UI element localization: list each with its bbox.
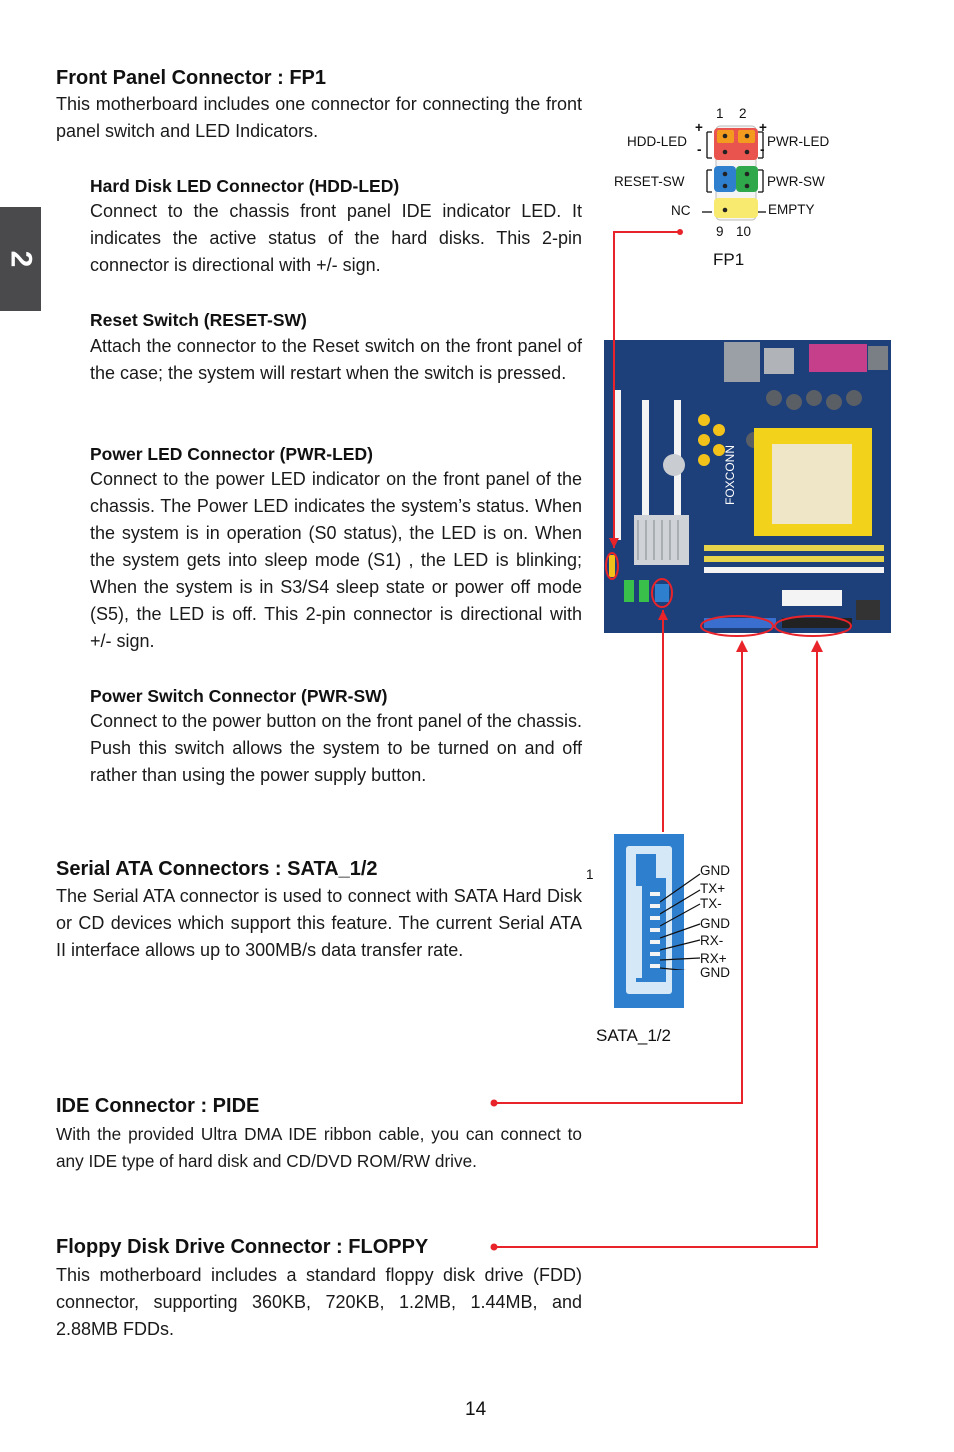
- sata-heading: Serial ATA Connectors : SATA_1/2: [56, 858, 378, 880]
- fp1-pin-2: 2: [739, 106, 747, 121]
- sata-pin-gnd-2: GND: [700, 916, 730, 931]
- fp1-heading: Front Panel Connector : FP1: [56, 67, 327, 89]
- fp1-pwrled-plus: +: [759, 120, 767, 135]
- pwr-led-body: Connect to the power LED indicator on the front panel of the chassis. The Power LED indicates the system’s status. When the system is in operation (S0 status), the LED is on. When the system gets into sleep mode (S1) , the LED is blinking; When the system is in S3/S4 sleep state or power off mode (S5), the LED is off. This 2-pin connector is directional with +/- sign.: [90, 469, 582, 651]
- fp1-empty-label: EMPTY: [768, 202, 815, 217]
- sata-pin-rx-plus: RX+: [700, 951, 727, 966]
- sata-pin-1-marker: 1: [586, 867, 594, 882]
- fp1-nc-label: NC: [671, 203, 691, 218]
- sata-pin-gnd-1: GND: [700, 863, 730, 878]
- fp1-pwrled-minus: -: [760, 142, 765, 157]
- floppy-body: This motherboard includes a standard floppy disk drive (FDD) connector, supporting 360KB, 720KB, 1.2MB, 1.44MB, and 2.88MB FDDs.: [56, 1265, 582, 1339]
- page-number: 14: [465, 1399, 487, 1420]
- board-brand: FOXCONN: [723, 445, 737, 505]
- pwr-sw-body: Connect to the power button on the front panel of the chassis. Push this switch allows the system to be turned on and off rather than using the power supply button.: [90, 711, 582, 785]
- hdd-led-body: Connect to the chassis front panel IDE indicator LED. It indicates the active status of the hard disks. This 2-pin connector is directional with +/- sign.: [90, 201, 582, 275]
- reset-sw-body: Attach the connector to the Reset switch on the front panel of the case; the system will restart when the switch is pressed.: [90, 336, 582, 383]
- fp1-pin-10: 10: [736, 224, 752, 239]
- sata-pin-rx-minus: RX-: [700, 933, 724, 948]
- reset-sw-heading: Reset Switch (RESET-SW): [90, 310, 307, 330]
- fp1-hdd-minus: -: [697, 142, 702, 157]
- pwr-sw-heading: Power Switch Connector (PWR-SW): [90, 686, 388, 706]
- sata-pin-gnd-3: GND: [700, 965, 730, 980]
- fp1-reset-sw-label: RESET-SW: [614, 174, 685, 189]
- pwr-led-heading: Power LED Connector (PWR-LED): [90, 444, 373, 464]
- chapter-number: 2: [4, 250, 38, 268]
- ide-body: With the provided Ultra DMA IDE ribbon cable, you can connect to any IDE type of hard disk and CD/DVD ROM/RW drive.: [56, 1124, 582, 1171]
- sata-body: The Serial ATA connector is used to connect with SATA Hard Disk or CD devices which support this feature. The current Serial ATA II interface allows up to 300MB/s data transfer rate.: [56, 886, 582, 960]
- fp1-pin-9: 9: [716, 224, 724, 239]
- fp1-intro: This motherboard includes one connector for connecting the front panel switch and LED Indicators.: [56, 94, 582, 141]
- fp1-pin-1: 1: [716, 106, 724, 121]
- fp1-caption: FP1: [713, 250, 745, 269]
- ide-heading: IDE Connector : PIDE: [56, 1095, 260, 1117]
- fp1-hdd-plus: +: [695, 120, 703, 135]
- fp1-pwr-led-label: PWR-LED: [767, 134, 830, 149]
- hdd-led-heading: Hard Disk LED Connector (HDD-LED): [90, 176, 400, 196]
- sata-pin-tx-minus: TX-: [700, 896, 722, 911]
- floppy-heading: Floppy Disk Drive Connector : FLOPPY: [56, 1236, 429, 1258]
- sata-caption: SATA_1/2: [596, 1026, 671, 1045]
- fp1-hdd-led-label: HDD-LED: [627, 134, 688, 149]
- fp1-pwr-sw-label: PWR-SW: [767, 174, 825, 189]
- sata-pin-tx-plus: TX+: [700, 881, 726, 896]
